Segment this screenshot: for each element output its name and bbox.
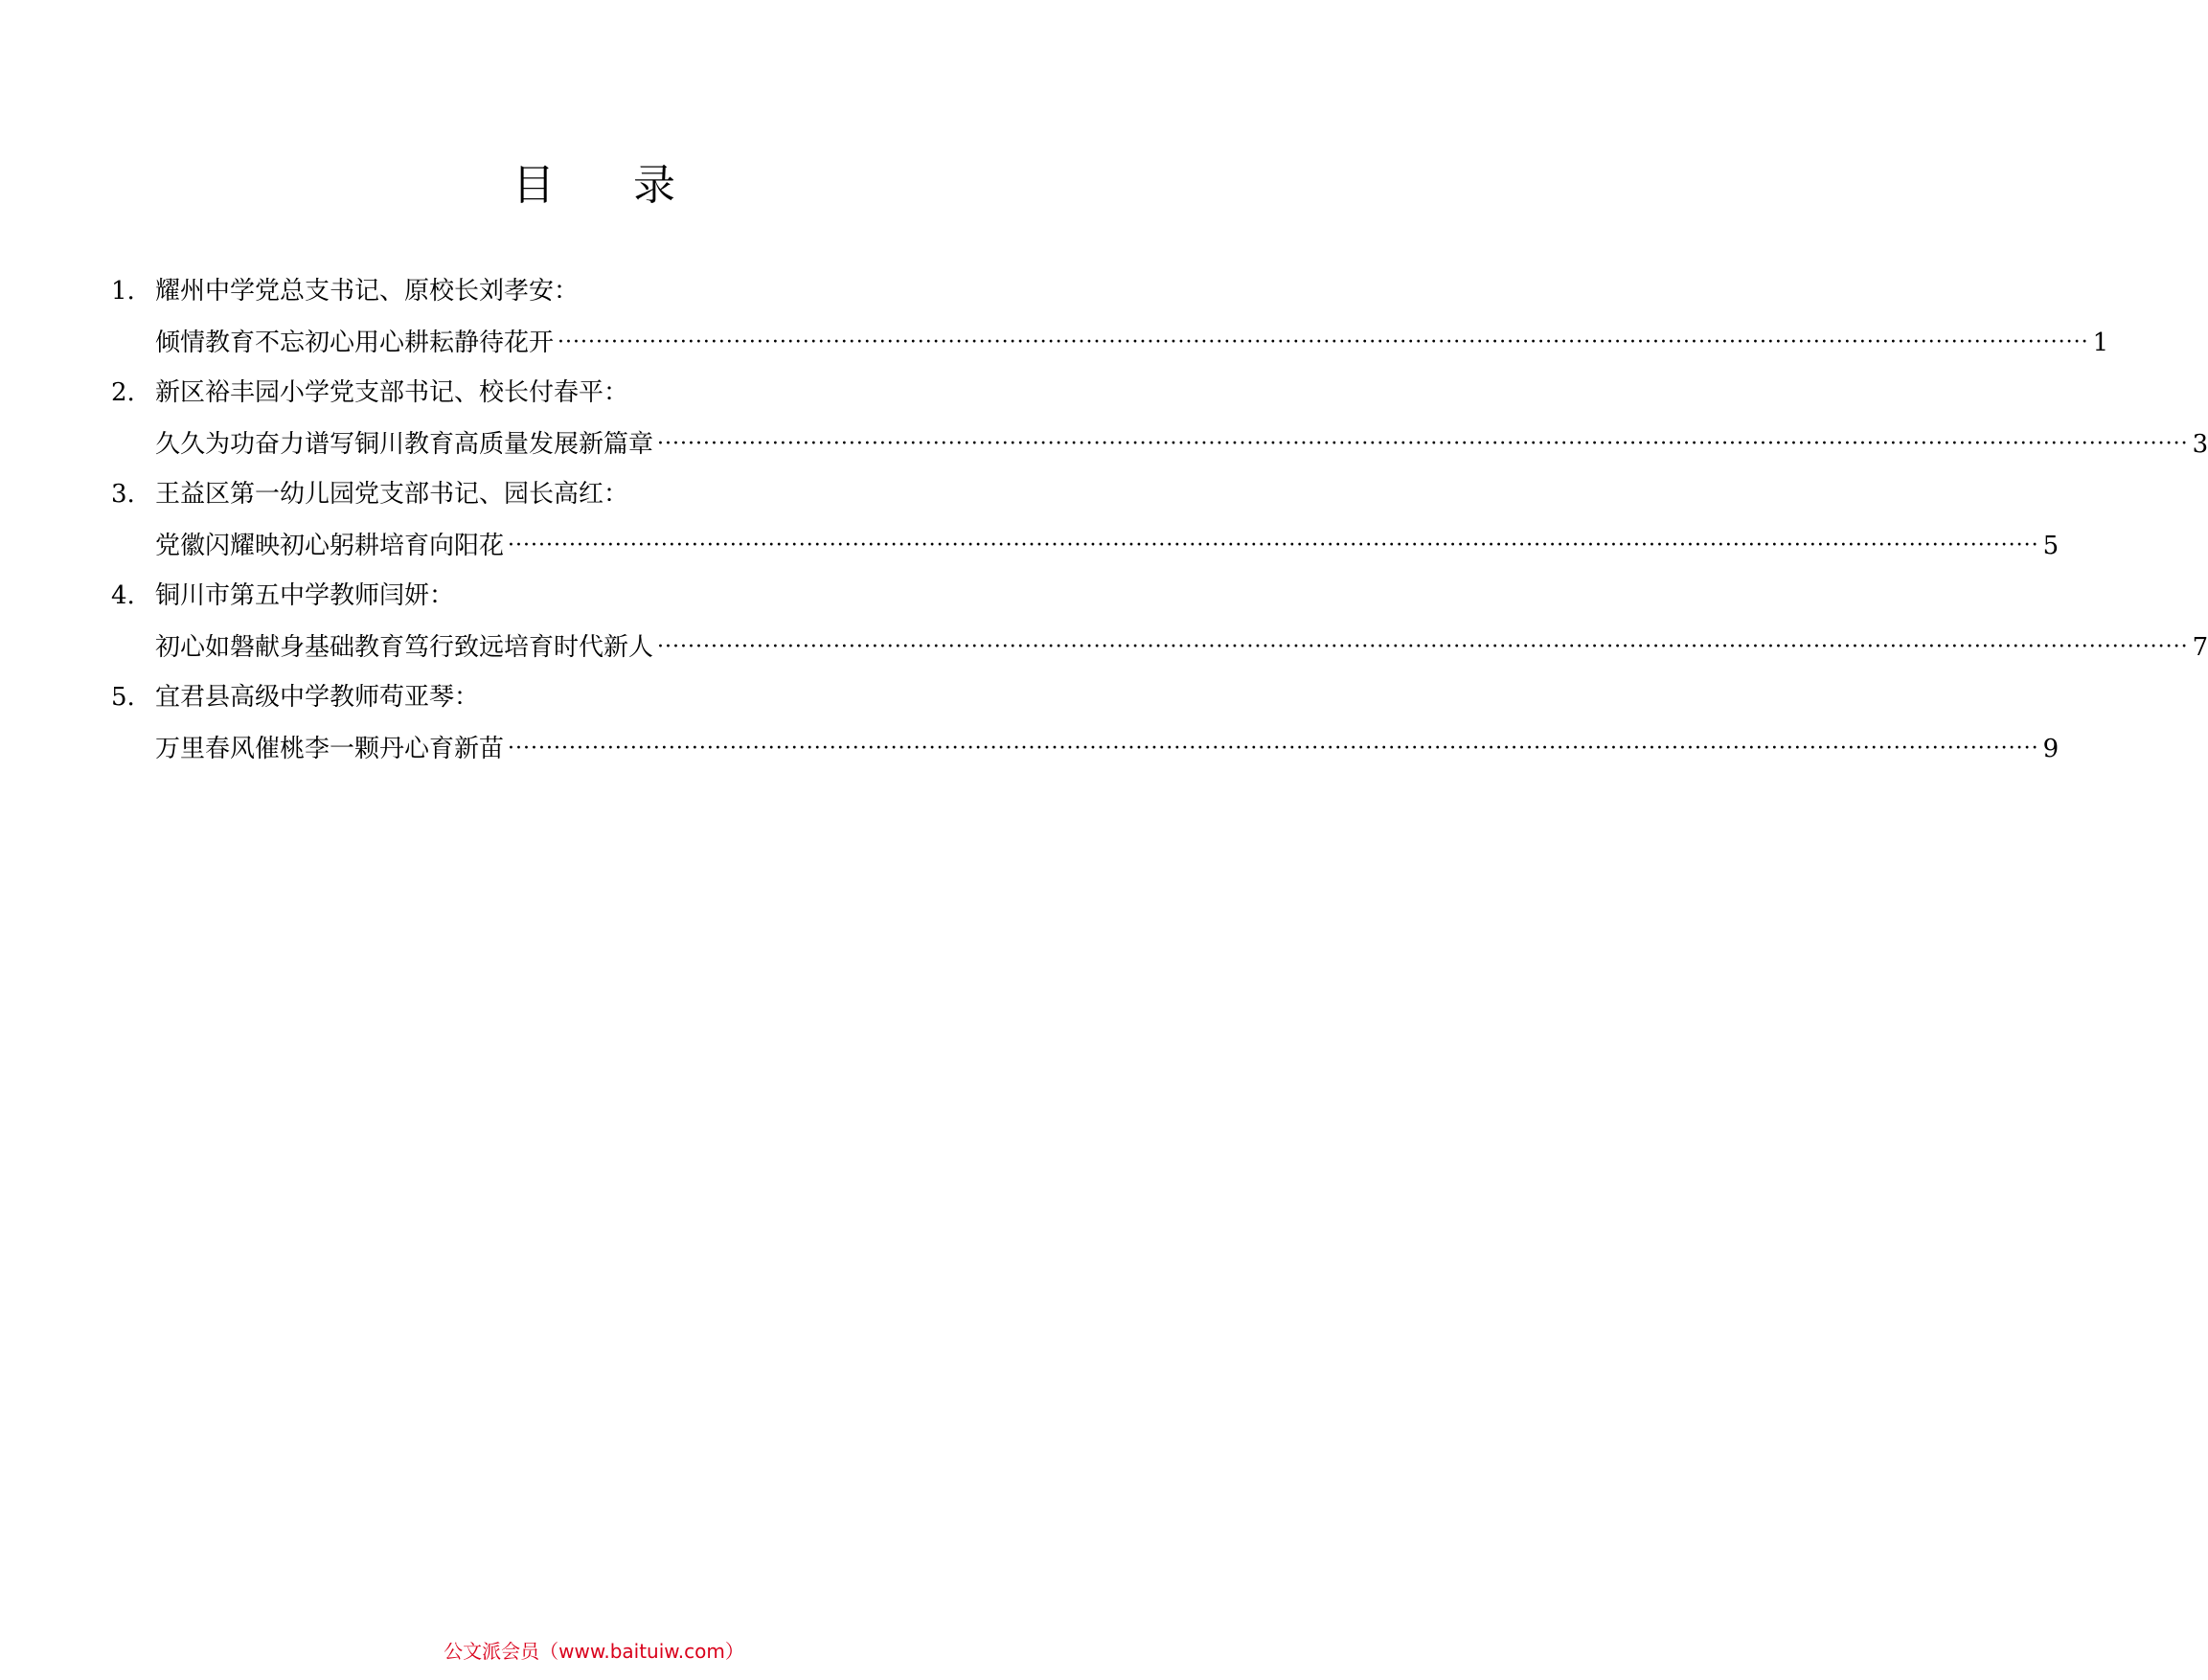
toc-subtitle: 久久为功奋力谱写铜川教育高质量发展新篇章 xyxy=(155,430,654,459)
toc-subtitle-line xyxy=(111,326,2109,375)
toc-heading xyxy=(111,274,1079,326)
toc-dot-leader: ········································································································································································································ xyxy=(657,635,2189,659)
toc-subtitle: 万里春风催桃李一颗丹心育新苗 xyxy=(155,735,505,763)
toc-entry-2[interactable] xyxy=(111,375,2208,477)
toc-subtitle-line xyxy=(111,529,2060,579)
toc-heading-text: 铜川市第五中学教师闫妍： xyxy=(155,581,455,610)
toc-number: 4. xyxy=(111,581,135,610)
toc-subtitle: 初心如磐献身基础教育笃行致远培育时代新人 xyxy=(155,633,654,662)
toc-subtitle: 党徽闪耀映初心躬耕培育向阳花 xyxy=(155,532,505,560)
toc-entry-5[interactable] xyxy=(111,680,2060,782)
toc-subtitle: 倾情教育不忘初心用心耕耘静待花开 xyxy=(155,329,555,357)
toc-number: 1. xyxy=(111,277,135,306)
toc-page-number: 5 xyxy=(2042,532,2060,560)
toc-subtitle-line xyxy=(111,427,2208,477)
toc-page-number: 9 xyxy=(2042,735,2060,763)
table-of-contents xyxy=(111,274,2208,782)
toc-subtitle-line xyxy=(111,732,2060,782)
toc-page-number: 1 xyxy=(2092,329,2109,357)
toc-entry-4[interactable] xyxy=(111,579,2208,680)
toc-page-number: 7 xyxy=(2192,633,2208,662)
toc-heading xyxy=(111,579,1079,630)
toc-dot-leader: ········································································································································································································ xyxy=(657,432,2189,456)
footer-watermark[interactable]: 公文派会员（www.baituiw.com） xyxy=(444,1640,744,1663)
toc-heading xyxy=(111,375,1079,427)
toc-subtitle-line xyxy=(111,630,2208,680)
toc-dot-leader: ········································································································································································································ xyxy=(508,737,2039,761)
toc-page-number: 3 xyxy=(2192,430,2208,459)
toc-heading-text: 新区裕丰园小学党支部书记、校长付春平： xyxy=(155,378,629,407)
toc-dot-leader: ········································································································································································································ xyxy=(508,534,2039,557)
toc-entry-1[interactable] xyxy=(111,274,2109,375)
toc-number: 2. xyxy=(111,378,135,407)
toc-heading xyxy=(111,477,1079,529)
toc-number: 5. xyxy=(111,683,135,712)
toc-heading-text: 王益区第一幼儿园党支部书记、园长高红： xyxy=(155,480,629,509)
toc-number: 3. xyxy=(111,480,135,509)
toc-dot-leader: ········································································································································································································ xyxy=(558,330,2089,354)
toc-heading-text: 宜君县高级中学教师苟亚琴： xyxy=(155,683,480,712)
toc-heading xyxy=(111,680,1079,732)
toc-entry-3[interactable] xyxy=(111,477,2060,579)
page-title: 目 录 xyxy=(512,161,708,210)
toc-heading-text: 耀州中学党总支书记、原校长刘孝安： xyxy=(155,277,580,306)
